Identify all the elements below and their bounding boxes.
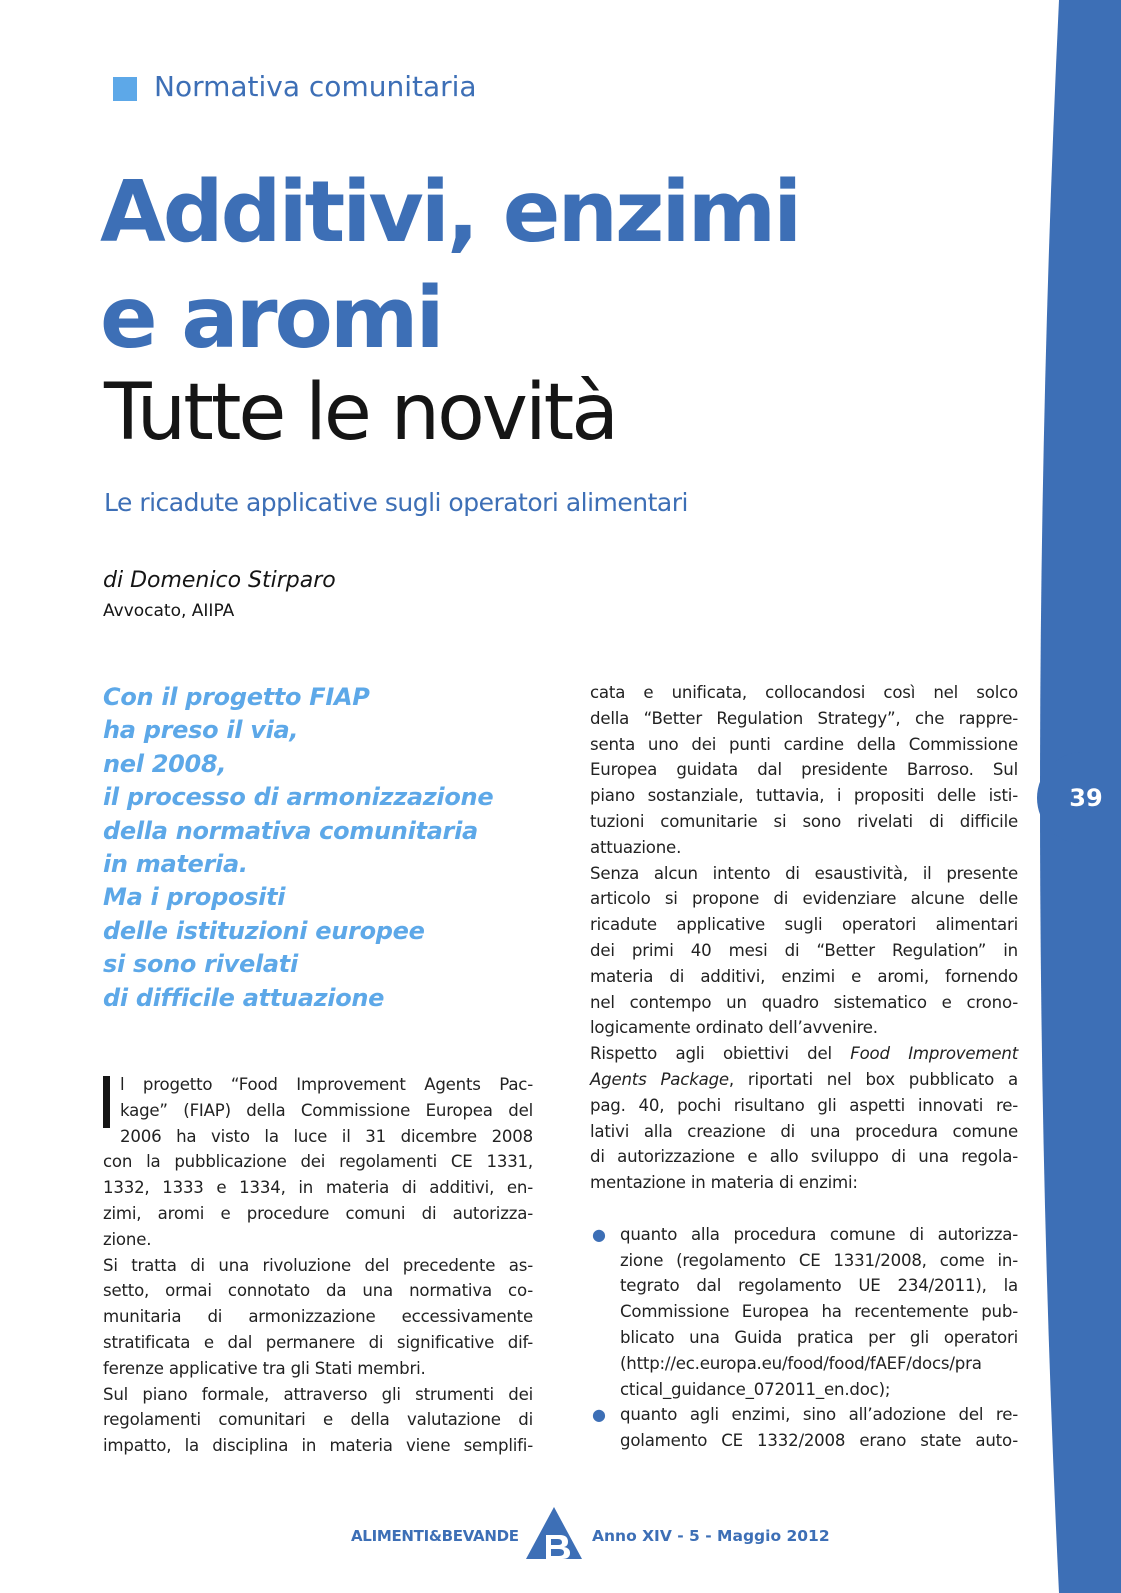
pullquote bbox=[103, 681, 543, 1015]
body-line: Commissione Europea ha recentemente pub- bbox=[620, 1302, 1018, 1322]
body-line bbox=[590, 1041, 1018, 1067]
paragraph-gap bbox=[590, 1196, 1018, 1222]
author: di Domenico Stirparo bbox=[103, 568, 336, 593]
body-line: materia di additivi, enzimi e aromi, fornendo bbox=[590, 966, 1018, 986]
body-line: golamento CE 1332/2008 erano state auto- bbox=[620, 1431, 1018, 1451]
pullquote-line: in materia. bbox=[103, 850, 248, 879]
body-line: kage” (FIAP) della Commissione Europea del bbox=[120, 1100, 533, 1120]
body-line: tuzioni comunitarie si sono rivelati di difficile bbox=[590, 811, 1018, 831]
body-line: regolamenti comunitari e della valutazione di bbox=[103, 1410, 533, 1430]
pullquote-line: si sono rivelati bbox=[103, 950, 298, 979]
body-line: quanto agli enzimi, sino all’adozione del re- bbox=[620, 1405, 1018, 1425]
body-text: , riportati nel box pubblicato a bbox=[728, 1069, 1018, 1089]
pullquote-line: Con il progetto FIAP bbox=[103, 683, 370, 711]
body-line bbox=[590, 1067, 1018, 1093]
body-line: zimi, aromi e procedure comuni di autorizza- bbox=[103, 1203, 533, 1223]
emphasis-text: Food Improvement bbox=[850, 1044, 1019, 1064]
bullet-icon: ● bbox=[592, 1405, 606, 1425]
body-column-right bbox=[590, 680, 1018, 1454]
title-line-3: Tutte le novità bbox=[104, 368, 617, 458]
pullquote-line: Ma i propositi bbox=[103, 883, 286, 912]
body-line: Senza alcun intento di esaustività, il presente bbox=[590, 863, 1018, 883]
body-line: blicato una Guida pratica per gli operatori bbox=[620, 1327, 1018, 1347]
pullquote-line: delle istituzioni europee bbox=[103, 916, 425, 945]
body-line: dei primi 40 mesi di “Better Regulation” in bbox=[590, 940, 1018, 960]
body-line: ferenze applicative tra gli Stati membri. bbox=[103, 1358, 426, 1378]
body-line: quanto alla procedura comune di autorizza- bbox=[620, 1224, 1018, 1244]
body-line: 2006 ha visto la luce il 31 dicembre 2008 bbox=[120, 1126, 533, 1146]
body-line: senta uno dei punti cardine della Commissione bbox=[590, 734, 1018, 754]
body-line: tegrato dal regolamento UE 234/2011), la bbox=[620, 1276, 1018, 1296]
pullquote-line: ha preso il via, bbox=[103, 716, 299, 745]
pullquote-line: il processo di armonizzazione bbox=[103, 783, 494, 812]
body-line: Si tratta di una rivoluzione del precedente as- bbox=[103, 1255, 533, 1275]
body-line: lativi alla creazione di una procedura comune bbox=[590, 1121, 1018, 1141]
body-line: munitaria di armonizzazione eccessivamente bbox=[103, 1307, 533, 1327]
body-line: mentazione in materia di enzimi: bbox=[590, 1173, 858, 1193]
magazine-logo-icon bbox=[524, 1505, 584, 1561]
body-line: 1332, 1333 e 1334, in materia di additivi, en- bbox=[103, 1178, 533, 1198]
body-column-left bbox=[103, 1072, 533, 1459]
article-title bbox=[100, 160, 799, 372]
emphasis-text: Agents Package bbox=[590, 1069, 729, 1089]
footer-issue: Anno XIV - 5 - Maggio 2012 bbox=[592, 1527, 830, 1545]
pullquote-line: di difficile attuazione bbox=[103, 983, 385, 1012]
footer-magazine-name: ALIMENTI&BEVANDE bbox=[351, 1527, 519, 1545]
body-line: Europea guidata dal presidente Barroso. Sul bbox=[590, 760, 1018, 780]
body-line: della “Better Regulation Strategy”, che rappre- bbox=[590, 708, 1018, 728]
bullet-item bbox=[590, 1402, 1018, 1454]
section-square-icon bbox=[113, 77, 137, 101]
body-line: impatto, la disciplina in materia viene semplifi- bbox=[103, 1436, 533, 1456]
body-line: ctical_guidance_072011_en.doc); bbox=[620, 1379, 891, 1399]
title-line-1: Additivi, enzimi bbox=[100, 163, 800, 262]
article-subtitle: Le ricadute applicative sugli operatori alimentari bbox=[104, 488, 688, 517]
title-line-2: e aromi bbox=[100, 269, 442, 368]
body-line: attuazione. bbox=[590, 837, 682, 857]
pullquote-line: nel 2008, bbox=[103, 749, 227, 778]
body-line: piano sostanziale, tuttavia, i propositi delle isti- bbox=[590, 786, 1018, 806]
body-line: l progetto “Food Improvement Agents Pac- bbox=[120, 1075, 533, 1094]
body-line: setto, ormai connotato da una normativa co- bbox=[103, 1281, 533, 1301]
body-line: nel contempo un quadro sistematico e crono- bbox=[590, 992, 1018, 1012]
body-line: zione. bbox=[103, 1229, 152, 1249]
bullet-icon: ● bbox=[592, 1224, 606, 1244]
body-line: ricadute applicative sugli operatori alimentari bbox=[590, 915, 1018, 935]
body-line: Sul piano formale, attraverso gli strumenti dei bbox=[103, 1384, 533, 1404]
section-label: Normativa comunitaria bbox=[154, 70, 477, 103]
body-line: articolo si propone di evidenziare alcune delle bbox=[590, 889, 1018, 909]
body-line: con la pubblicazione dei regolamenti CE 1331, bbox=[103, 1152, 533, 1172]
bullet-item bbox=[590, 1222, 1018, 1403]
body-text: Rispetto agli obiettivi del bbox=[590, 1044, 851, 1064]
body-line: (http://ec.europa.eu/food/food/fAEF/docs/pra bbox=[620, 1353, 982, 1373]
body-line: logicamente ordinato dell’avvenire. bbox=[590, 1018, 878, 1038]
body-line: cata e unificata, collocandosi così nel solco bbox=[590, 683, 1018, 702]
pullquote-line: della normativa comunitaria bbox=[103, 816, 478, 845]
body-line: zione (regolamento CE 1331/2008, come in- bbox=[620, 1250, 1018, 1270]
body-line: pag. 40, pochi risultano gli aspetti innovati re- bbox=[590, 1095, 1018, 1115]
body-line: stratificata e dal permanere di significative dif- bbox=[103, 1332, 533, 1352]
page-number: 39 bbox=[1037, 752, 1121, 844]
body-line: di autorizzazione e allo sviluppo di una regola- bbox=[590, 1147, 1018, 1167]
author-affiliation: Avvocato, AIIPA bbox=[103, 601, 235, 621]
